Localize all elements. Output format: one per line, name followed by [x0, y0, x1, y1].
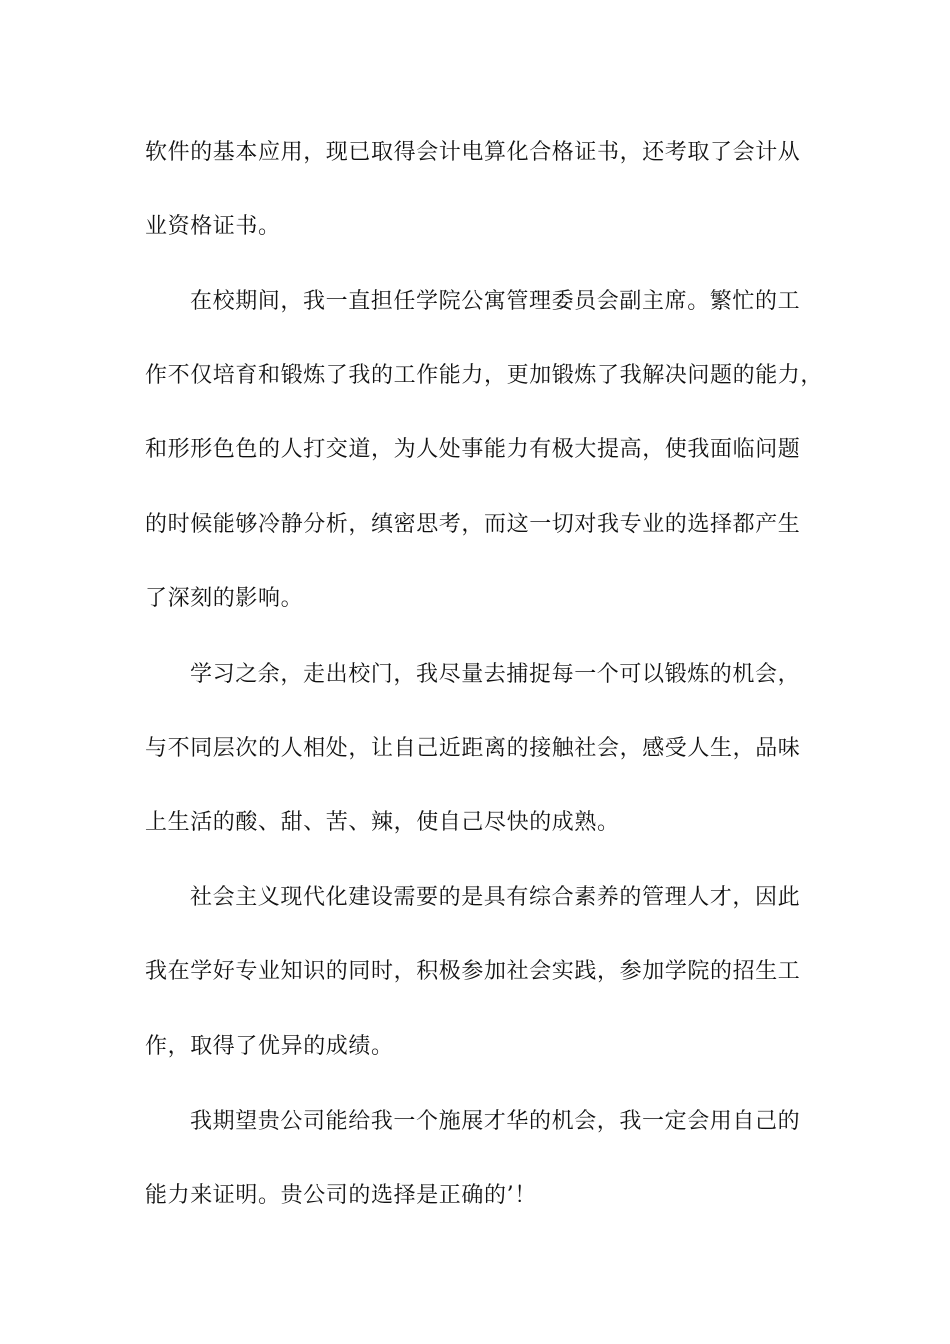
text-line: 作不仅培育和锻炼了我的工作能力，更加锻炼了我解决问题的能力，: [145, 363, 824, 388]
paragraph-first-line: 社会主义现代化建设需要的是具有综合素养的管理人才，因此: [190, 885, 801, 910]
text-line: 作，取得了优异的成绩。: [145, 1034, 394, 1059]
text-line: 与不同层次的人相处，让自己近距离的接触社会，感受人生，品味: [145, 736, 801, 761]
text-line: 的时候能够冷静分析，缜密思考，而这一切对我专业的选择都产生: [145, 512, 801, 537]
text-line: 软件的基本应用，现已取得会计电算化合格证书，还考取了会计从: [145, 140, 801, 165]
text-line: 上生活的酸、甜、苦、辣，使自己尽快的成熟。: [145, 810, 620, 835]
text-line: 和形形色色的人打交道，为人处事能力有极大提高，使我面临问题: [145, 437, 801, 462]
text-line: 了深刻的影响。: [145, 586, 304, 611]
text-line: 能力来证明。贵公司的选择是正确的’！: [145, 1183, 537, 1208]
paragraph-first-line: 在校期间，我一直担任学院公寓管理委员会副主席。繁忙的工: [190, 289, 801, 314]
paragraph-first-line: 我期望贵公司能给我一个施展才华的机会，我一定会用自己的: [190, 1109, 801, 1134]
paragraph-first-line: 学习之余，走出校门，我尽量去捕捉每一个可以锻炼的机会，: [190, 662, 801, 687]
text-line: 我在学好专业知识的同时，积极参加社会实践，参加学院的招生工: [145, 959, 801, 984]
text-line: 业资格证书。: [145, 214, 281, 239]
